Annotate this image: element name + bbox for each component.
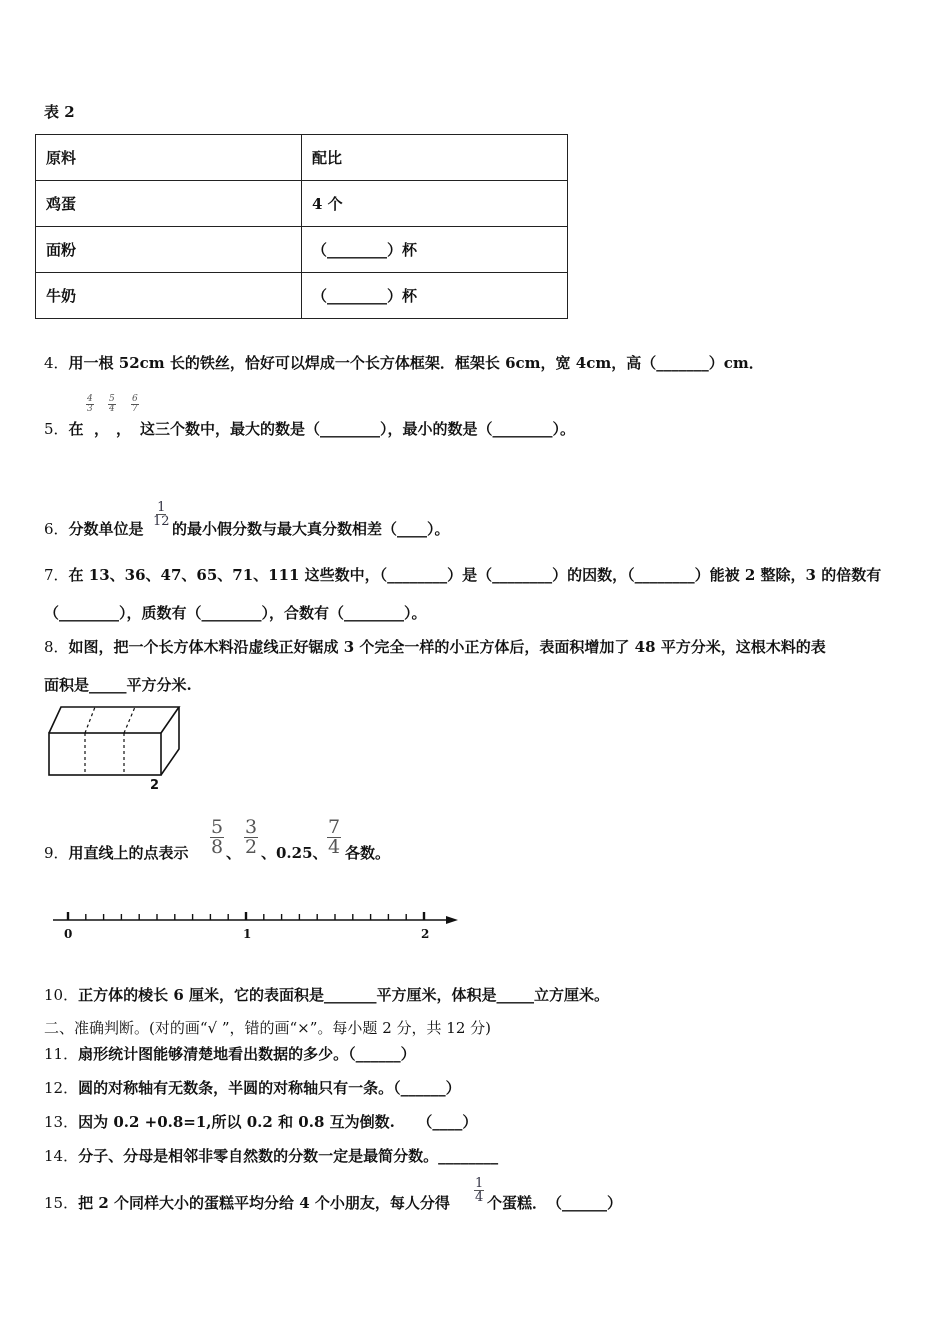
question-13: [44, 1112, 477, 1132]
question-text: 扇形统计图能够清楚地看出数据的多少。（______）: [78, 1045, 416, 1063]
question-9: [44, 843, 189, 863]
table-row: [36, 227, 568, 273]
question-text: 在 13、36、47、65、71、111 这些数中，（________）是（________）的因数，（________）能被 2 整除，3 的倍数有: [68, 566, 882, 584]
question-number: 5．: [44, 420, 69, 438]
fraction-1-4: [474, 1177, 484, 1204]
numerator: 6: [132, 394, 138, 404]
denominator: 3: [87, 404, 93, 414]
question-text-pre: 分数单位是: [68, 520, 144, 538]
numerator: 5: [109, 394, 115, 404]
question-text-post: 的最小假分数与最大真分数相差（____）。: [172, 520, 450, 538]
cuboid-figure: [44, 703, 189, 795]
figure-dimension-label: 2: [150, 778, 160, 793]
numerator: 1: [157, 500, 166, 515]
question-text-post: 这三个数中，最大的数是（________），最小的数是（________）。: [140, 420, 576, 438]
denominator: 7: [132, 404, 138, 414]
question-14: [44, 1146, 498, 1166]
table-cell: 4 个: [302, 181, 568, 227]
question-text: 分子、分母是相邻非零自然数的分数一定是最简分数。________: [78, 1147, 499, 1165]
numerator: 1: [475, 1176, 484, 1191]
separator: ，: [116, 420, 132, 438]
question-text-pre: 用直线上的点表示: [68, 844, 189, 862]
recipe-table: [35, 134, 568, 319]
fraction-4-3: [86, 395, 94, 414]
question-4: [44, 353, 764, 373]
question-number: 12．: [44, 1079, 79, 1097]
numerator: 5: [211, 816, 224, 838]
fraction-3-2: [244, 818, 258, 857]
question-text: 圆的对称轴有无数条，半圆的对称轴只有一条。（______）: [78, 1079, 461, 1097]
question-7: [44, 565, 881, 585]
question-number: 15．: [44, 1194, 79, 1212]
table-cell: （________）杯: [302, 273, 568, 319]
fraction-1-12: [153, 501, 170, 528]
question-text-post: 各数。: [345, 844, 391, 862]
question-text: 如图，把一个长方体木料沿虚线正好锯成 3 个完全一样的小正方体后，表面积增加了 48 平方分米，这根木料的表: [68, 638, 826, 656]
axis-arrow-icon: [446, 916, 458, 924]
table-cell: 配比: [302, 135, 568, 181]
numerator: 3: [245, 816, 258, 838]
question-number: 9．: [44, 844, 69, 862]
question-number: 10．: [44, 986, 79, 1004]
denominator: 4: [328, 836, 341, 858]
numerator: 7: [328, 816, 341, 838]
table-cell: 鸡蛋: [36, 181, 302, 227]
question-10: [44, 985, 609, 1005]
fraction-7-4: [327, 818, 341, 857]
denominator: 4: [475, 1190, 484, 1205]
table-cell: 牛奶: [36, 273, 302, 319]
question-number: 7．: [44, 566, 69, 584]
question-15: [44, 1193, 450, 1213]
cuboid-top-face: [49, 707, 179, 733]
numerator: 4: [87, 394, 93, 404]
separator: 、: [226, 844, 242, 862]
axis-label-1: 1: [243, 927, 252, 941]
table-row: [36, 273, 568, 319]
cuboid-side-face: [161, 707, 179, 775]
cut-line: [85, 707, 95, 733]
table-cell: 面粉: [36, 227, 302, 273]
fraction-5-4: [108, 395, 116, 414]
question-text: 因为 0.2 +0.8=1,所以 0.2 和 0.8 互为倒数. （____）: [78, 1113, 478, 1131]
table-cell: （________）杯: [302, 227, 568, 273]
axis-label-0: 0: [64, 927, 73, 941]
question-number: 11．: [44, 1045, 79, 1063]
question-8: [44, 637, 826, 657]
question-number: 8．: [44, 638, 69, 656]
question-5: [44, 419, 84, 439]
question-text-pre: 在: [68, 420, 84, 438]
question-text-pre: 把 2 个同样大小的蛋糕平均分给 4 个小朋友，每人分得: [78, 1194, 450, 1212]
question-12: [44, 1078, 461, 1098]
table-row: [36, 181, 568, 227]
question-6: [44, 519, 144, 539]
separator: ，: [94, 420, 110, 438]
denominator: 8: [211, 836, 224, 858]
table-caption: 表 2: [44, 103, 75, 121]
question-7-line2: （________），质数有（________），合数有（________）。: [44, 604, 427, 622]
section-title: 二、准确判断。(对的画“√ ”，错的画“×”。每小题 2 分，共 12 分): [44, 1019, 491, 1037]
question-number: 4．: [44, 354, 69, 372]
denominator: 4: [109, 404, 115, 414]
fraction-5-8: [210, 818, 224, 857]
question-text: 正方体的棱长 6 厘米，它的表面积是_______平方厘米，体积是_____立方厘米。: [78, 986, 609, 1004]
table-cell: 原料: [36, 135, 302, 181]
cut-line: [124, 707, 135, 733]
question-number: 14．: [44, 1147, 79, 1165]
table-row: [36, 135, 568, 181]
denominator: 12: [153, 514, 170, 529]
question-number: 13．: [44, 1113, 79, 1131]
question-11: [44, 1044, 416, 1064]
question-text-mid: 、0.25、: [261, 844, 328, 862]
cuboid-front-face: [49, 733, 161, 775]
axis-label-2: 2: [421, 927, 430, 941]
denominator: 2: [245, 836, 258, 858]
question-text-post: 个蛋糕． （______）: [487, 1194, 623, 1212]
question-number: 6．: [44, 520, 69, 538]
fraction-6-7: [131, 395, 139, 414]
question-text: 用一根 52cm 长的铁丝，恰好可以焊成一个长方体框架．框架长 6cm，宽 4cm，高（_______）cm．: [68, 354, 764, 372]
question-8-line2: 面积是_____平方分米.: [44, 676, 192, 694]
number-line: [48, 908, 463, 934]
